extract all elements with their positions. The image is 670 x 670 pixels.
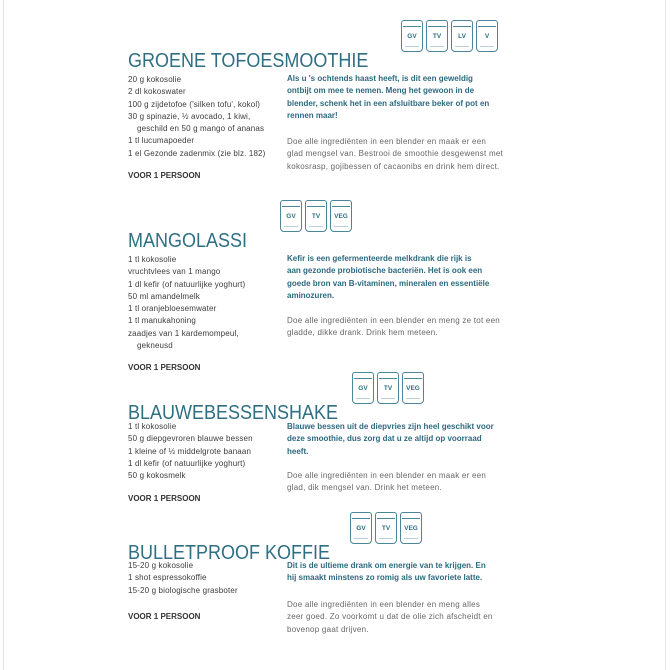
ingredient-line: 1 dl kefir (of natuurlijke yoghurt) [128, 458, 246, 468]
veg-jar-icon [330, 200, 352, 232]
intro-paragraph [287, 560, 486, 585]
diet-badges [401, 20, 498, 52]
tv-badge-label: TV [311, 213, 321, 220]
servings-label: VOOR 1 PERSOON [128, 363, 201, 372]
ingredient-list [128, 74, 265, 160]
v-badge-label: V [484, 33, 490, 40]
method-paragraph [287, 470, 486, 495]
method-line: kokosrasp, gojibessen of cacaonibs en drink hem direct. [287, 161, 500, 171]
ingredient-line: 1 tl oranjebloesemwater [128, 304, 217, 314]
tv-badge-label: TV [381, 525, 391, 532]
recipe-title: GROENE TOFOESMOOTHIE [128, 49, 369, 72]
ingredient-line: 1 tl kokosolie [128, 255, 177, 264]
lv-badge-label: LV [458, 33, 466, 40]
veg-jar-icon [400, 512, 422, 544]
recipe-bulletproof-koffie [0, 512, 670, 634]
recipe-blauwebessenshake [0, 372, 670, 503]
intro-line: aan gezonde probiotische bacteriën. Het is ook een [287, 266, 483, 276]
ingredient-line: 1 kleine of ½ middelgrote banaan [128, 446, 252, 456]
method-line: Doe alle ingrediënten in een blender en maak er een [287, 137, 487, 146]
intro-line: Blauwe bessen uit de diepvries zijn heel geschikt voor [287, 422, 494, 431]
servings-label: VOOR 1 PERSOON [128, 171, 201, 180]
gv-badge-label: GV [407, 33, 417, 40]
veg-badge-label: VEG [334, 213, 348, 220]
method-line: glad mengsel van. Bestrooi de smoothie desgewenst met [287, 149, 504, 159]
ingredient-line: 1 dl kefir (of natuurlijke yoghurt) [128, 279, 246, 289]
ingredient-line: 20 g kokosolie [128, 75, 182, 84]
ingredient-line: 15-20 g biologische grasboter [128, 585, 238, 595]
ingredient-line: 1 el Gezonde zadenmix (zie blz. 182) [128, 148, 266, 158]
ingredient-list [128, 254, 245, 352]
recipe-mangolassi [0, 200, 670, 372]
recipe-groene-tofoesmoothie [0, 20, 670, 180]
intro-line: rennen maar! [287, 110, 338, 120]
gv-jar-icon [401, 20, 423, 52]
gv-jar-icon [352, 372, 374, 404]
ingredient-line: 30 g spinazie, ½ avocado, 1 kiwi, [128, 111, 251, 121]
tv-badge-label: TV [432, 33, 442, 40]
intro-line: ontbijt om mee te nemen. Meng het gewoon in de [287, 86, 475, 96]
intro-line: Dit is de ultieme drank om energie van te krijgen. En [287, 561, 486, 570]
gv-jar-icon [280, 200, 302, 232]
recipe-title: MANGOLASSI [128, 229, 248, 252]
intro-line: goede bron van B-vitaminen, mineralen en essentiële [287, 278, 490, 288]
ingredient-line: vruchtvlees van 1 mango [128, 267, 221, 277]
veg-badge-label: VEG [406, 385, 420, 392]
ingredient-line: 2 dl kokoswater [128, 87, 186, 97]
method-paragraph [287, 315, 500, 340]
intro-line: Kefir is een gefermenteerde melkdrank die rijk is [287, 254, 472, 263]
method-line: Doe alle ingrediënten in een blender en meng ze tot een [287, 316, 501, 325]
ingredient-line: geschild en 50 g mango of ananas [137, 124, 265, 134]
intro-paragraph [287, 421, 494, 458]
intro-line: deze smoothie, dus zorg dat u ze altijd op voorraad [287, 434, 482, 444]
method-paragraph [287, 599, 493, 636]
intro-paragraph [287, 73, 489, 122]
ingredient-line: 1 tl manukahoning [128, 316, 196, 326]
v-jar-icon [476, 20, 498, 52]
gv-badge-label: GV [286, 213, 296, 220]
ingredient-line: 1 shot espressokoffie [128, 573, 207, 583]
tv-jar-icon [375, 512, 397, 544]
intro-line: hij smaakt minstens zo romig als uw favoriete latte. [287, 573, 483, 583]
gv-badge-label: GV [358, 385, 368, 392]
ingredient-line: 50 ml amandelmelk [128, 291, 200, 301]
tv-jar-icon [377, 372, 399, 404]
veg-jar-icon [402, 372, 424, 404]
ingredient-line: 50 g kokosmelk [128, 471, 186, 481]
veg-badge-label: VEG [404, 525, 418, 532]
ingredient-line: 50 g diepgevroren blauwe bessen [128, 434, 253, 444]
servings-label: VOOR 1 PERSOON [128, 612, 201, 621]
method-line: Doe alle ingrediënten in een blender en maak er een [287, 471, 487, 480]
lv-jar-icon [451, 20, 473, 52]
method-line: gladde, dikke drank. Drink hem meteen. [287, 328, 438, 338]
gv-jar-icon [350, 512, 372, 544]
tv-jar-icon [426, 20, 448, 52]
ingredient-list [128, 560, 238, 597]
ingredient-line: 1 tl lucumapoeder [128, 136, 195, 146]
tv-jar-icon [305, 200, 327, 232]
ingredient-line: gekneusd [137, 341, 173, 351]
tv-badge-label: TV [383, 385, 393, 392]
ingredient-line: 15-20 g kokosolie [128, 561, 194, 570]
intro-line: aminozuren. [287, 290, 335, 300]
diet-badges [352, 372, 424, 404]
servings-label: VOOR 1 PERSOON [128, 494, 201, 503]
ingredient-line: 100 g zijdetofoe ('silken tofu', kokol) [128, 99, 261, 109]
intro-line: Als u 's ochtends haast heeft, is dit een geweldig [287, 74, 473, 83]
recipe-title: BULLETPROOF KOFFIE [128, 541, 331, 564]
method-paragraph [287, 136, 503, 173]
intro-line: blender, schenk het in een afsluitbare beker of pot en [287, 98, 490, 108]
diet-badges [280, 200, 352, 232]
method-line: Doe alle ingrediënten in een blender en meng alles [287, 600, 481, 609]
ingredient-list [128, 421, 253, 482]
intro-paragraph [287, 253, 489, 302]
method-line: glad, dik mengsel van. Drink het meteen. [287, 483, 442, 493]
diet-badges [350, 512, 422, 544]
ingredient-line: 1 tl kokosolie [128, 422, 177, 431]
method-line: zeer goed. Zo voorkomt u dat de olie zich afscheidt en [287, 612, 493, 622]
gv-badge-label: GV [356, 525, 366, 532]
method-line: bovenop gaat drijven. [287, 624, 369, 634]
recipe-title: BLAUWEBESSENSHAKE [128, 401, 339, 424]
ingredient-line: zaadjes van 1 kardemompeul, [128, 328, 239, 338]
intro-line: heeft. [287, 446, 309, 456]
